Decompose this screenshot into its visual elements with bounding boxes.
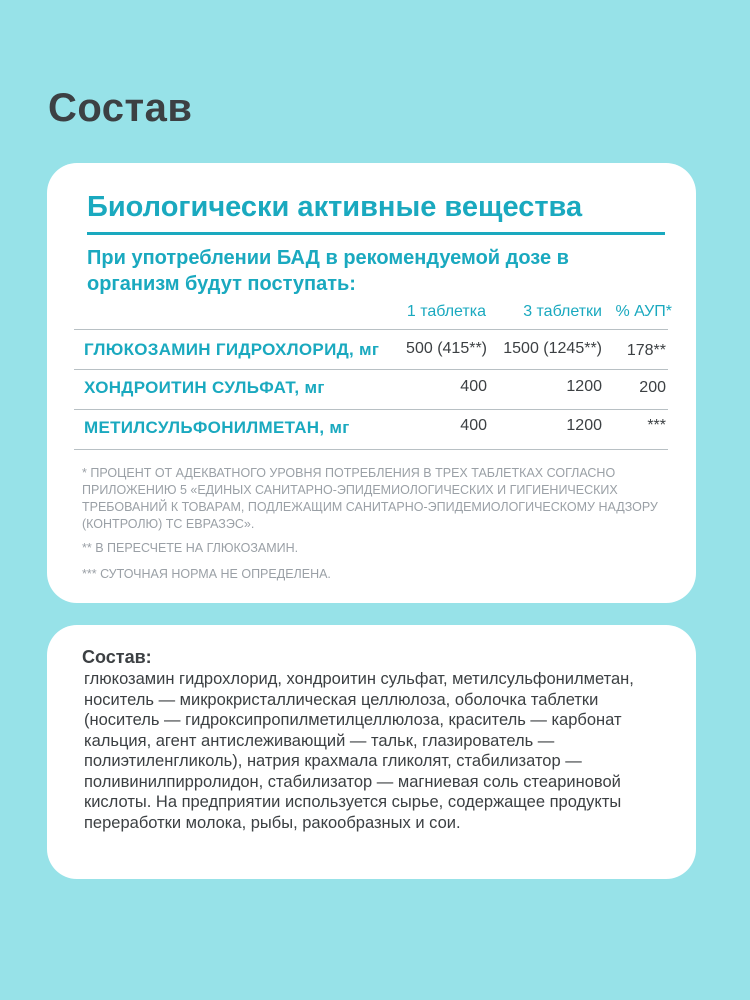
table-row-three-tablets: 1200	[566, 378, 602, 395]
table-divider	[74, 409, 668, 410]
table-row-one-tablet: 400	[460, 378, 487, 395]
composition-heading: Состав:	[82, 647, 152, 667]
table-row-one-tablet: 500 (415**)	[406, 340, 487, 357]
column-header-aup: % АУП*	[615, 303, 672, 320]
bioactive-substances-card	[47, 163, 696, 603]
composition-text: глюкозамин гидрохлорид, хондроитин сульфат, метилсульфонилметан, носитель — микрокристаллическая целлюлоза, оболочка таблетки (носитель — гидроксипропилметилцеллюлоза, краситель — карбонат кальция, агент антислеживающий — тальк, глазирователь — полиэтиленгликоль), натрия крахмала гликолят, стабилизатор — поливинилпирролидон, стабилизатор — магниевая соль стеариновой кислоты. На предприятии используется сырье, содержащее продукты переработки молока, рыбы, ракообразных и сои.	[84, 670, 634, 832]
footnote: *** СУТОЧНАЯ НОРМА НЕ ОПРЕДЕЛЕНА.	[82, 567, 331, 581]
table-row-aup: 200	[639, 379, 666, 396]
table-row-aup: ***	[647, 417, 666, 434]
table-divider	[74, 369, 668, 370]
table-row-aup: 178**	[626, 342, 666, 359]
footnote: ** В ПЕРЕСЧЕТЕ НА ГЛЮКОЗАМИН.	[82, 541, 299, 555]
table-row-one-tablet: 400	[460, 417, 487, 434]
table-row-name: ХОНДРОИТИН СУЛЬФАТ, мг	[84, 378, 325, 397]
table-row-three-tablets: 1200	[566, 417, 602, 434]
footnote: * ПРОЦЕНТ ОТ АДЕКВАТНОГО УРОВНЯ ПОТРЕБЛЕНИЯ В ТРЕХ ТАБЛЕТКАХ СОГЛАСНО ПРИЛОЖЕНИЮ 5 «ЕДИНЫХ САНИТАРНО-ЭПИДЕМИОЛОГИЧЕСКИХ И ГИГИЕНИЧЕСКИХ ТРЕБОВАНИЙ К ТОВАРАМ, ПОДЛЕЖАЩИМ САНИТАРНО-ЭПИДЕМИОЛОГИЧЕСКОМУ НАДЗОРУ (КОНТРОЛЮ) ТС ЕВРАЗЭС».	[82, 466, 658, 531]
bioactive-title: Биологически активные вещества	[87, 191, 583, 223]
column-header-one-tablet: 1 таблетка	[406, 303, 486, 320]
page-title: Состав	[48, 86, 193, 130]
table-row-name: ГЛЮКОЗАМИН ГИДРОХЛОРИД, мг	[84, 340, 380, 359]
table-row-name: МЕТИЛСУЛЬФОНИЛМЕТАН, мг	[84, 418, 350, 437]
intake-text: При употреблении БАД в рекомендуемой дозе в организм будут поступать:	[87, 247, 569, 295]
title-underline	[87, 232, 665, 235]
composition-card	[47, 625, 696, 879]
column-header-three-tablets: 3 таблетки	[523, 303, 602, 320]
table-divider	[74, 329, 668, 330]
table-divider	[74, 449, 668, 450]
table-row-three-tablets: 1500 (1245**)	[503, 340, 602, 357]
